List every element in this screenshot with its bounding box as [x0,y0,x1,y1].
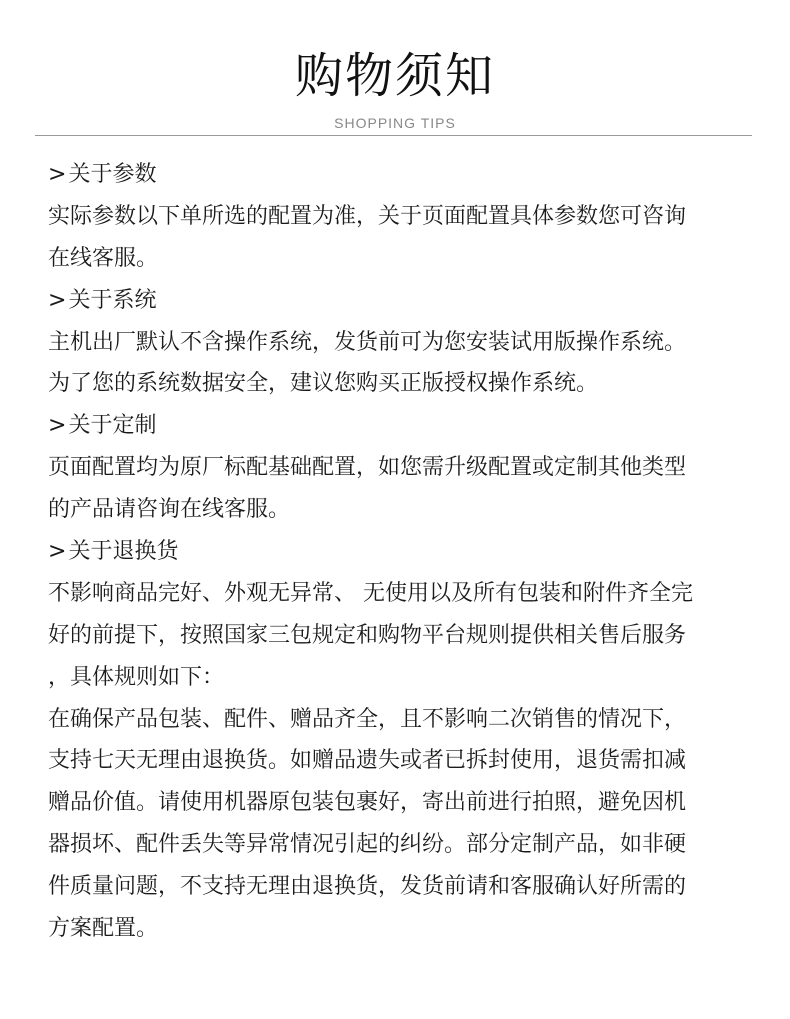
paragraph-line: 方案配置。 [48,916,159,942]
paragraph-line: 好的前提下，按照国家三包规定和购物平台规则提供相关售后服务 [48,622,687,648]
paragraph-line: 页面配置均为原厂标配基础配置，如您需升级配置或定制其他类型 [48,455,687,481]
paragraph-line: 在线客服。 [48,245,159,271]
paragraph-line: 实际参数以下单所选的配置为准，关于页面配置具体参数您可咨询 [48,203,687,229]
paragraph-line: ，具体规则如下： [48,664,225,690]
arrow-icon: > [48,287,67,313]
arrow-icon: > [48,162,67,187]
header-divider [35,135,752,136]
paragraph-line: 的产品请咨询在线客服。 [48,497,291,523]
section-heading-text: 关于系统 [68,287,157,313]
paragraph-line: 件质量问题，不支持无理由退换货，发货前请和客服确认好所需的 [48,874,687,900]
arrow-icon: > [48,413,67,439]
section-heading-text: 关于定制 [68,413,157,439]
paragraph-line: 赠品价值。请使用机器原包装包裹好，寄出前进行拍照，避免因机 [48,790,687,816]
section-heading [48,531,750,573]
paragraph-line: 在确保产品包装、配件、赠品齐全，且不影响二次销售的情况下， [48,706,687,732]
paragraph-line: 为了您的系统数据安全，建议您购买正版授权操作系统。 [48,371,599,397]
section-heading-text: 关于参数 [68,162,157,187]
section-heading [48,280,750,322]
paragraph-line: 支持七天无理由退换货。如赠品遗失或者已拆封使用，退货需扣减 [48,748,687,774]
tips-content [48,154,750,950]
section-heading-text: 关于退换货 [68,539,179,565]
page-subtitle: SHOPPING TIPS [334,115,456,131]
page-title: 购物须知 [294,48,495,104]
paragraph-line: 不影响商品完好、外观无异常、 无使用以及所有包装和附件齐全完 [48,580,693,606]
page-header [0,0,790,140]
section-heading [48,405,750,447]
arrow-icon: > [48,539,67,565]
section-heading [48,154,750,196]
paragraph-line: 器损坏、配件丢失等异常情况引起的纠纷。部分定制产品，如非硬 [48,832,687,858]
paragraph-line: 主机出厂默认不含操作系统，发货前可为您安装试用版操作系统。 [48,329,687,355]
